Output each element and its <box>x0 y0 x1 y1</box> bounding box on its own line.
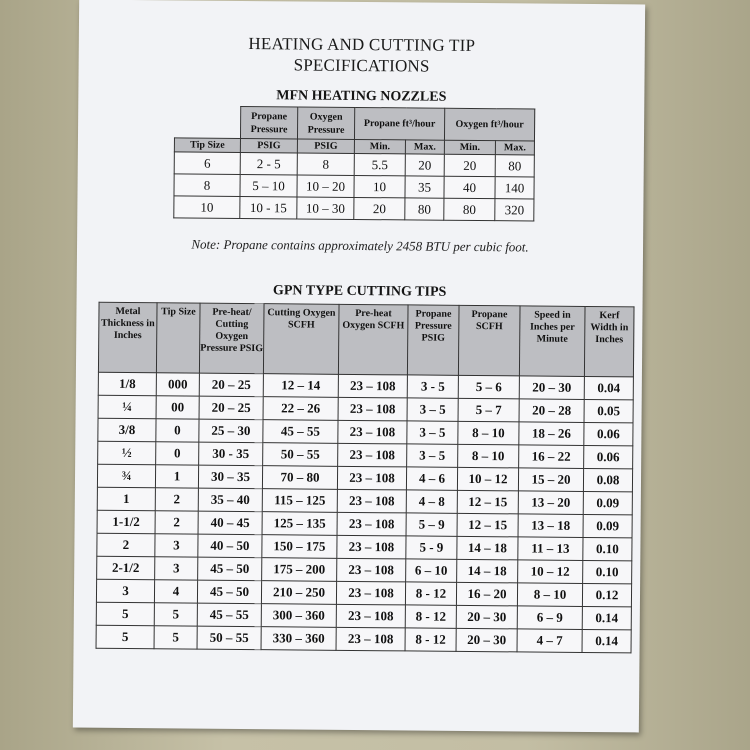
mfn-header-min: Min. <box>354 139 405 153</box>
gpn-header-cell: Speed in Inches per Minute <box>519 306 585 377</box>
table-cell: 80 <box>495 155 534 177</box>
table-cell: 10 – 30 <box>297 197 354 219</box>
table-cell: 6 – 9 <box>517 606 582 630</box>
table-cell: 210 – 250 <box>261 581 336 605</box>
table-cell: 45 – 50 <box>198 557 262 581</box>
table-cell: 40 – 50 <box>198 534 262 558</box>
table-cell: 2 <box>155 511 198 534</box>
table-cell: 10 - 15 <box>240 196 297 218</box>
gpn-table-row <box>96 625 631 653</box>
table-cell: 2-1/2 <box>97 556 155 580</box>
gpn-header-cell: Propane Pressure PSIG <box>407 305 459 375</box>
table-cell: 23 – 108 <box>336 627 405 651</box>
table-cell: 115 – 125 <box>262 489 337 513</box>
table-cell: 0.14 <box>582 629 631 652</box>
table-cell: 3 - 5 <box>407 375 458 398</box>
mfn-table-row <box>174 196 534 221</box>
mfn-header-oxygen-flow: Oxygen ft³/hour <box>444 108 534 141</box>
table-cell: 1 <box>155 465 198 488</box>
table-cell: 0.06 <box>584 422 633 445</box>
table-cell: 0 <box>156 419 199 442</box>
table-cell: 3 <box>96 579 154 603</box>
table-cell: 12 – 15 <box>457 513 518 537</box>
mfn-header-max: Max. <box>495 141 534 155</box>
table-cell: 5 <box>154 603 197 626</box>
table-cell: 20 – 28 <box>519 399 584 423</box>
table-cell: 22 – 26 <box>263 397 338 421</box>
table-cell: 150 – 175 <box>262 535 337 559</box>
gpn-heading: GPN TYPE CUTTING TIPS <box>272 283 447 300</box>
table-cell: 3/8 <box>98 418 156 442</box>
table-cell: ½ <box>98 441 156 465</box>
table-cell: 40 – 45 <box>198 511 262 535</box>
table-cell: 00 <box>156 396 199 419</box>
table-cell: 6 – 10 <box>406 559 457 582</box>
table-cell: 12 – 15 <box>457 490 518 514</box>
table-cell: 23 – 108 <box>336 604 405 628</box>
mfn-header-psig: PSIG <box>297 139 354 153</box>
table-cell: 70 – 80 <box>262 466 337 490</box>
document-title <box>79 32 645 79</box>
table-cell: 8 – 10 <box>458 444 519 468</box>
table-cell: 3 <box>155 557 198 580</box>
table-cell: 0.08 <box>583 468 632 491</box>
table-cell: 8 – 10 <box>458 421 519 445</box>
table-cell: 40 <box>444 176 495 198</box>
table-cell: 10 <box>174 196 240 219</box>
gpn-header-cell: Kerf Width in Inches <box>584 306 634 376</box>
table-cell: 20 – 30 <box>456 628 517 652</box>
propane-note: Note: Propane contains approximately 2458 BTU per cubic foot. <box>191 236 529 255</box>
mfn-header-tip-size: Tip Size <box>174 138 240 153</box>
mfn-header-oxygen-pressure: Oxygen Pressure <box>297 107 354 139</box>
table-cell: 1/8 <box>98 372 156 396</box>
mfn-header-min: Min. <box>444 140 495 154</box>
table-cell: 5 <box>96 602 154 626</box>
table-cell: 5 – 6 <box>458 375 519 399</box>
table-cell: 8 - 12 <box>405 605 456 628</box>
table-cell: 175 – 200 <box>262 558 337 582</box>
table-cell: 0.10 <box>583 537 632 560</box>
mfn-table-row <box>174 152 534 177</box>
table-cell: 8 - 12 <box>405 582 456 605</box>
gpn-header-row <box>98 302 634 377</box>
table-cell: 20 – 30 <box>519 376 584 400</box>
table-cell: 5 – 10 <box>240 174 297 196</box>
table-cell: 0.09 <box>583 491 632 514</box>
table-cell: 20 <box>444 154 495 176</box>
mfn-header-propane-pressure: Propane Pressure <box>240 106 297 138</box>
mfn-table-row <box>174 174 534 199</box>
table-cell: 23 – 108 <box>338 397 407 421</box>
table-cell: 1-1/2 <box>97 510 155 534</box>
table-cell: 3 – 5 <box>407 421 458 444</box>
table-cell: 000 <box>156 373 199 396</box>
table-cell: 13 – 18 <box>518 514 583 538</box>
table-cell: 5.5 <box>354 153 405 175</box>
spec-sheet <box>73 0 645 732</box>
table-cell: 8 - 12 <box>405 628 456 651</box>
mfn-table <box>173 105 535 221</box>
table-cell: 10 <box>354 175 405 197</box>
table-cell: 0.06 <box>584 445 633 468</box>
table-cell: 10 – 12 <box>457 467 518 491</box>
table-cell: 23 – 108 <box>337 512 406 536</box>
mfn-table-body <box>174 152 535 221</box>
gpn-table <box>96 302 635 654</box>
mfn-header-psig: PSIG <box>240 138 297 152</box>
table-cell: 330 – 360 <box>261 627 336 651</box>
table-cell: 4 <box>154 580 197 603</box>
table-cell: 3 – 5 <box>407 398 458 421</box>
table-cell: 0.09 <box>583 514 632 537</box>
table-cell: 5 - 9 <box>406 536 457 559</box>
table-cell: 20 – 30 <box>456 605 517 629</box>
table-cell: 14 – 18 <box>457 559 518 583</box>
table-cell: 4 – 7 <box>517 629 582 653</box>
title-line-1: HEATING AND CUTTING TIP <box>248 34 476 56</box>
table-cell: 35 – 40 <box>198 488 262 512</box>
table-cell: 0.04 <box>584 376 633 399</box>
table-cell: 15 – 20 <box>518 468 583 492</box>
table-cell: 50 – 55 <box>263 443 338 467</box>
mfn-header-top <box>174 106 534 141</box>
table-cell: 23 – 108 <box>337 489 406 513</box>
table-cell: ¾ <box>97 464 155 488</box>
table-cell: 5 – 7 <box>458 398 519 422</box>
table-cell: 23 – 108 <box>338 420 407 444</box>
table-cell: 16 – 22 <box>519 445 584 469</box>
table-cell: 45 – 50 <box>197 580 261 604</box>
mfn-heading: MFN HEATING NOZZLES <box>276 88 447 105</box>
table-cell: 125 – 135 <box>262 512 337 536</box>
table-cell: 35 <box>405 176 444 198</box>
table-cell: 13 – 20 <box>518 491 583 515</box>
table-cell: 4 – 8 <box>406 490 457 513</box>
table-cell: 2 <box>155 488 198 511</box>
table-cell: 11 – 13 <box>518 537 583 561</box>
table-cell: 140 <box>495 177 534 199</box>
table-cell: 2 <box>97 533 155 557</box>
table-cell: 300 – 360 <box>261 604 336 628</box>
table-cell: 18 – 26 <box>519 422 584 446</box>
gpn-table-body <box>96 372 633 653</box>
table-cell: 23 – 108 <box>338 374 407 398</box>
table-cell: 3 <box>155 534 198 557</box>
table-cell: 80 <box>405 198 444 220</box>
table-cell: 20 – 25 <box>199 396 263 420</box>
gpn-header-cell: Tip Size <box>156 303 200 373</box>
table-cell: 20 <box>354 197 405 219</box>
table-cell: 1 <box>97 487 155 511</box>
table-cell: 45 – 55 <box>197 603 261 627</box>
title-line-2: SPECIFICATIONS <box>293 55 430 76</box>
gpn-header-cell: Propane SCFH <box>458 305 520 376</box>
table-cell: 6 <box>174 152 240 175</box>
table-cell: 45 – 55 <box>263 420 338 444</box>
table-cell: 20 – 25 <box>199 373 263 397</box>
table-cell: 23 – 108 <box>338 443 407 467</box>
table-cell: 23 – 108 <box>337 535 406 559</box>
table-cell: 2 - 5 <box>240 152 297 174</box>
table-cell: 0 <box>156 442 199 465</box>
table-cell: 4 – 6 <box>406 467 457 490</box>
mfn-header-max: Max. <box>405 140 444 154</box>
table-cell: 0.10 <box>583 560 632 583</box>
table-cell: 20 <box>405 154 444 176</box>
table-cell: 80 <box>444 198 495 220</box>
table-cell: 3 – 5 <box>407 444 458 467</box>
table-cell: 8 <box>297 153 354 175</box>
table-cell: 23 – 108 <box>337 558 406 582</box>
gpn-header-cell: Pre-heat Oxygen SCFH <box>338 304 408 375</box>
gpn-header-cell: Cutting Oxygen SCFH <box>263 304 339 375</box>
table-cell: 16 – 20 <box>456 582 517 606</box>
table-cell: 14 – 18 <box>457 536 518 560</box>
table-cell: 0.12 <box>582 583 631 606</box>
table-cell: 12 – 14 <box>263 374 338 398</box>
table-cell: 5 <box>154 626 197 649</box>
table-cell: 320 <box>495 199 534 221</box>
gpn-header-cell: Pre-heat/ Cutting Oxygen Pressure PSIG <box>199 303 264 374</box>
table-cell: 0.05 <box>584 399 633 422</box>
table-cell: 30 - 35 <box>199 442 263 466</box>
table-cell: 0.14 <box>582 606 631 629</box>
mfn-header-propane-flow: Propane ft³/hour <box>354 107 444 140</box>
table-cell: 10 – 20 <box>297 175 354 197</box>
table-cell: 25 – 30 <box>199 419 263 443</box>
table-cell: ¼ <box>98 395 156 419</box>
table-cell: 8 – 10 <box>517 583 582 607</box>
table-cell: 5 – 9 <box>406 513 457 536</box>
table-cell: 50 – 55 <box>197 626 261 650</box>
table-cell: 30 – 35 <box>198 465 262 489</box>
table-cell: 23 – 108 <box>337 466 406 490</box>
table-cell: 23 – 108 <box>336 581 405 605</box>
table-cell: 8 <box>174 174 240 197</box>
table-cell: 10 – 12 <box>518 560 583 584</box>
mfn-header-blank <box>174 106 240 139</box>
gpn-header-cell: Metal Thickness in Inches <box>98 302 157 373</box>
table-cell: 5 <box>96 625 154 649</box>
